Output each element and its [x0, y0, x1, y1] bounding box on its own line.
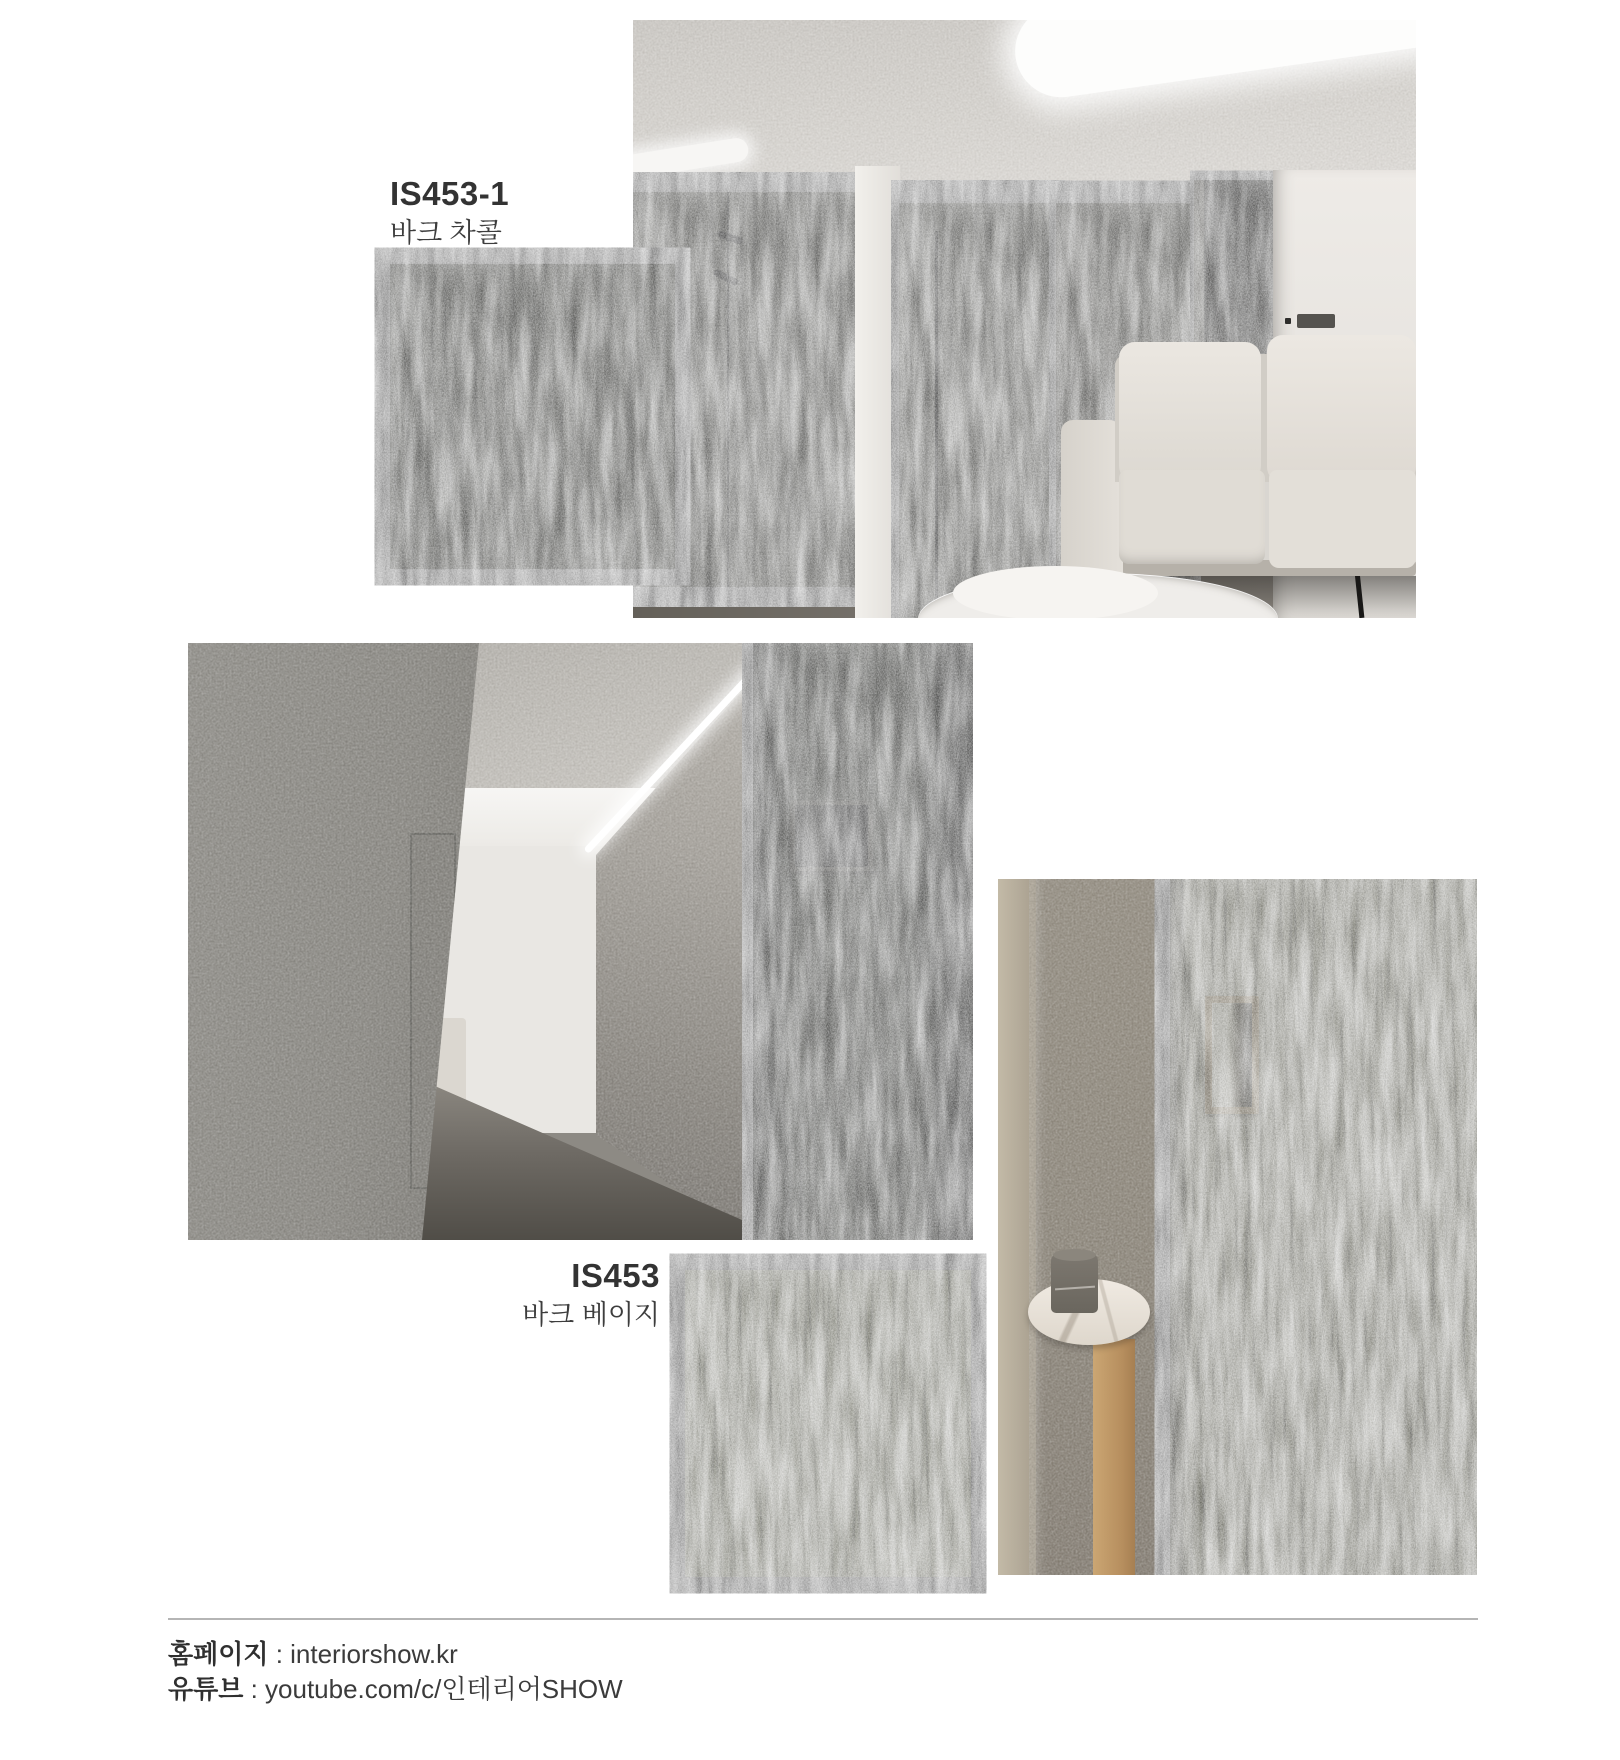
recessed-door-handle [1205, 996, 1259, 1114]
wardrobe-seam [727, 192, 729, 587]
product-1-code: IS453-1 [390, 175, 510, 212]
door-edge-shadow [1170, 879, 1198, 1575]
product-2-name: 바크 베이지 [522, 1300, 660, 1331]
light-switch [1297, 314, 1335, 328]
product-1-name: 바크 차콜 [390, 218, 502, 249]
white-pillar [855, 166, 900, 618]
coffee-table-top [953, 566, 1158, 618]
sofa-seat [1119, 470, 1265, 564]
product-2-label [522, 1258, 660, 1331]
door-handle-bar [935, 231, 938, 618]
living-room-photo [633, 20, 1416, 618]
door-closeup-photo [998, 879, 1477, 1575]
cup-stripe [1055, 1286, 1095, 1291]
product-2-texture-swatch [685, 1270, 971, 1577]
recessed-niche [790, 800, 873, 872]
footer [168, 1637, 623, 1707]
product-1-label [390, 176, 509, 249]
sofa-seat [1269, 470, 1416, 568]
wall-hook [717, 230, 744, 245]
footer-youtube-line [168, 1672, 623, 1707]
side-table-leg [1093, 1339, 1135, 1575]
hallway-photo [188, 643, 973, 1240]
light-switch-dot [1285, 318, 1291, 324]
footer-homepage-label: 홈페이지 [168, 1639, 269, 1669]
wallpaper-dark-wall [753, 643, 973, 1240]
wallpaper-wardrobe-center [899, 203, 1057, 618]
footer-youtube-sep: : [243, 1674, 266, 1704]
footer-homepage-sep: : [268, 1639, 291, 1669]
footer-youtube-label: 유튜브 [168, 1674, 244, 1704]
wall-corner-strip [998, 879, 1036, 1575]
cup-rim [1053, 1249, 1096, 1261]
wallpapered-sliding-door [1170, 879, 1477, 1575]
ceramic-cup [1051, 1253, 1098, 1313]
footer-divider [168, 1618, 1478, 1620]
product-2-code: IS453 [571, 1257, 660, 1294]
dark-doorway [1194, 180, 1273, 365]
footer-homepage-url: interiorshow.kr [290, 1639, 458, 1669]
wall-shading [753, 643, 973, 1240]
wall-hook [713, 269, 739, 287]
niche-bottom-bar [795, 871, 878, 875]
sofa-cushion [1267, 335, 1416, 483]
sofa-cushion [1119, 342, 1261, 482]
product-1-texture-swatch [390, 264, 675, 569]
footer-youtube-url: youtube.com/c/인테리어SHOW [265, 1674, 623, 1704]
footer-homepage-line [168, 1637, 623, 1672]
